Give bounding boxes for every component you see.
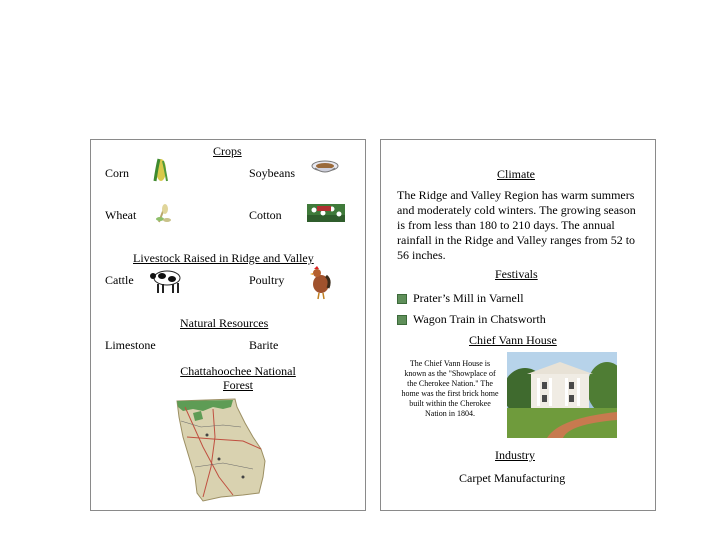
rooster-icon — [309, 266, 331, 300]
crops-heading: Crops — [213, 144, 242, 158]
industry-item: Carpet Manufacturing — [459, 471, 566, 485]
chief-vann-heading: Chief Vann House — [469, 333, 557, 347]
resource-barite: Barite — [249, 338, 279, 352]
left-panel — [90, 139, 366, 511]
wheat-icon — [153, 202, 173, 224]
resource-limestone: Limestone — [105, 338, 156, 352]
forest-heading — [163, 364, 313, 392]
livestock-heading: Livestock Raised in Ridge and Valley — [133, 251, 314, 265]
industry-heading: Industry — [495, 448, 535, 462]
georgia-map-image — [173, 397, 269, 505]
crop-label-corn: Corn — [105, 166, 129, 180]
livestock-label-poultry: Poultry — [249, 273, 285, 287]
cotton-field-icon — [307, 204, 345, 222]
livestock-label-cattle: Cattle — [105, 273, 134, 287]
festival-item: Prater’s Mill in Varnell — [413, 291, 524, 305]
soybeans-bowl-icon — [311, 160, 339, 176]
crop-label-soybeans: Soybeans — [249, 166, 295, 180]
chief-vann-text: The Chief Vann House is known as the "Showplace of the Cherokee Nation." The home was the first brick home built within the Cherokee Nation in 1804. — [401, 359, 499, 418]
corn-icon — [153, 157, 169, 183]
forest-heading-line2: Forest — [223, 378, 253, 392]
crop-label-cotton: Cotton — [249, 208, 282, 222]
natural-resources-heading: Natural Resources — [180, 316, 269, 330]
climate-text: The Ridge and Valley Region has warm summers and moderately cold winters. The growing season is from less than 180 to 210 days. The annual rainfall in the Ridge and Valley ranges from 52 to 56 inches. — [397, 188, 636, 262]
festival-item: Wagon Train in Chatsworth — [413, 312, 546, 326]
festival-bullet — [397, 294, 407, 304]
cow-icon — [149, 267, 183, 295]
festivals-heading: Festivals — [495, 267, 538, 281]
climate-heading: Climate — [497, 167, 535, 181]
chief-vann-house-photo — [507, 352, 617, 438]
forest-heading-line1: Chattahoochee National — [180, 364, 296, 378]
right-panel — [380, 139, 656, 511]
crop-label-wheat: Wheat — [105, 208, 137, 222]
festival-bullet — [397, 315, 407, 325]
